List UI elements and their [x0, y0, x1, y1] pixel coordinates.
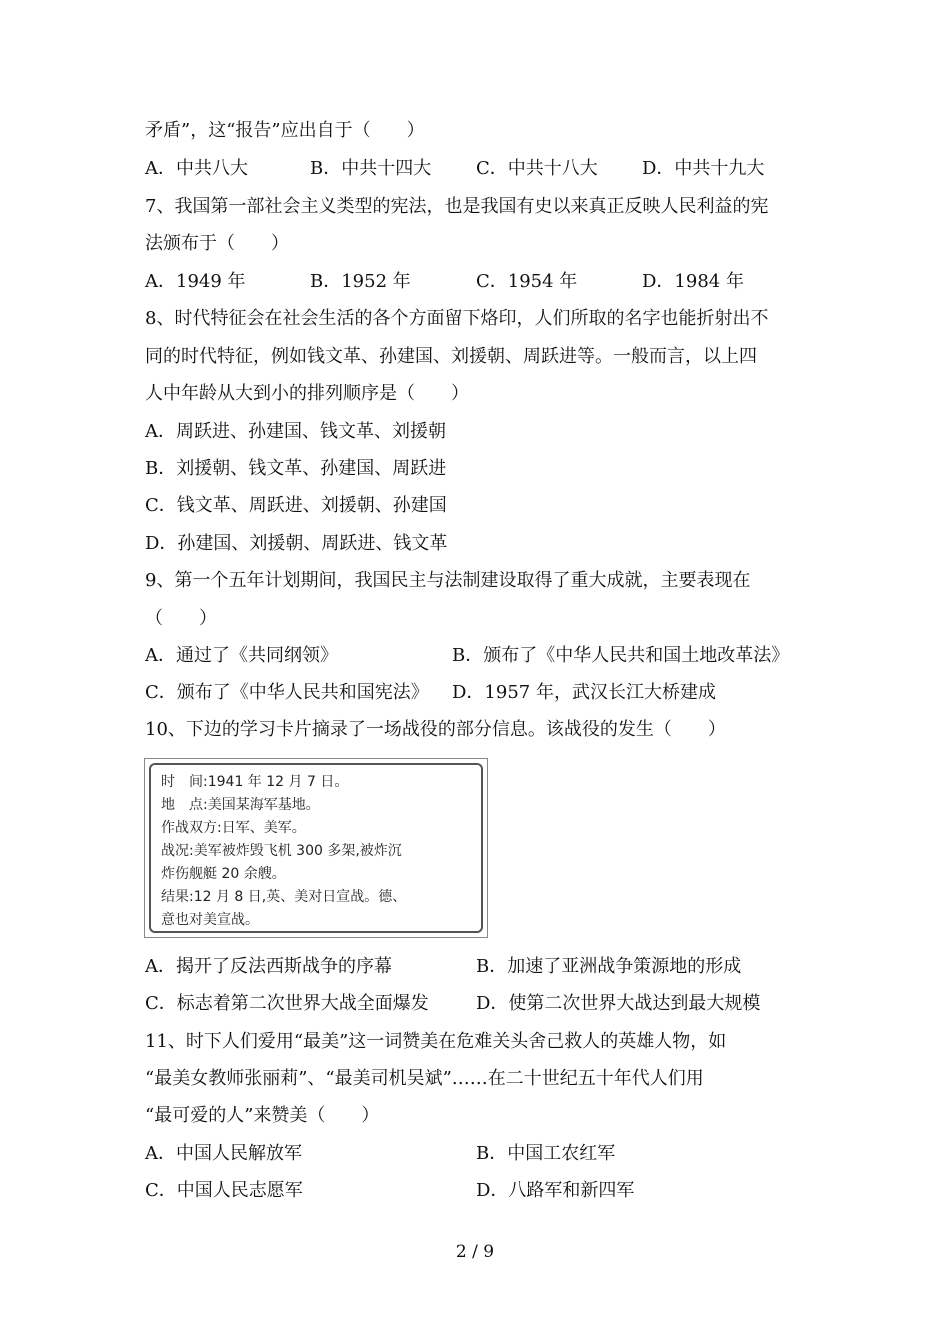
- card-time: 时 间:1941 年 12 月 7 日。: [161, 774, 349, 790]
- q10-option-a: A．揭开了反法西斯战争的序幕: [145, 956, 392, 977]
- q9-option-a: A．通过了《共同纲领》: [145, 645, 338, 666]
- q8-option-d: D．孙建国、刘援朝、周跃进、钱文革: [145, 533, 448, 554]
- q10-option-b: B．加速了亚洲战争策源地的形成: [476, 956, 742, 977]
- q8-stem-line2: 同的时代特征，例如钱文革、孙建国、刘援朝、周跃进等。一般而言，以上四: [145, 346, 757, 367]
- q11-option-d: D．八路军和新四军: [476, 1180, 635, 1201]
- study-card-figure: [144, 758, 488, 938]
- q9-option-b: B．颁布了《中华人民共和国土地改革法》: [452, 645, 790, 666]
- card-battle-result: 战况:美军被炸毁飞机 300 多架,被炸沉: [161, 843, 402, 859]
- q11-stem-line2: “最美女教师张丽莉”、“最美司机吴斌”……在二十世纪五十年代人们用: [145, 1068, 704, 1089]
- q8-stem-line1: 8、时代特征会在社会生活的各个方面留下烙印，人们所取的名字也能折射出不: [145, 308, 769, 329]
- q6-stem-cont: 矛盾”，这“报告”应出自于（ ）: [145, 120, 425, 141]
- q11-option-b: B．中国工农红军: [476, 1143, 616, 1164]
- q6-option-c: C．中共十八大: [476, 158, 598, 179]
- study-card-frame: [149, 763, 483, 933]
- q9-stem-line2: （ ）: [145, 608, 217, 629]
- q9-stem-line1: 9、第一个五年计划期间，我国民主与法制建设取得了重大成就，主要表现在: [145, 570, 751, 591]
- card-belligerents: 作战双方:日军、美军。: [161, 820, 306, 836]
- q10-stem-line1: 10、下边的学习卡片摘录了一场战役的部分信息。该战役的发生（ ）: [145, 719, 726, 740]
- q6-option-a: A．中共八大: [145, 158, 248, 179]
- q9-option-d: D．1957 年，武汉长江大桥建成: [452, 682, 716, 703]
- q7-stem-line1: 7、我国第一部社会主义类型的宪法，也是我国有史以来真正反映人民利益的宪: [145, 196, 769, 217]
- card-outcome: 结果:12 月 8 日,英、美对日宣战。德、: [161, 889, 407, 905]
- q7-option-c: C．1954 年: [476, 271, 578, 292]
- q11-stem-line3: “最可爱的人”来赞美（ ）: [145, 1105, 380, 1126]
- card-place: 地 点:美国某海军基地。: [161, 797, 320, 813]
- q8-option-c: C．钱文革、周跃进、刘援朝、孙建国: [145, 495, 447, 516]
- q7-option-a: A．1949 年: [145, 271, 246, 292]
- q7-option-d: D．1984 年: [642, 271, 744, 292]
- card-battle-result-cont: 炸伤舰艇 20 余艘。: [161, 866, 286, 882]
- q11-option-c: C．中国人民志愿军: [145, 1180, 303, 1201]
- card-outcome-cont: 意也对美宣战。: [161, 912, 259, 928]
- q8-option-a: A．周跃进、孙建国、钱文革、刘援朝: [145, 421, 446, 442]
- q9-option-c: C．颁布了《中华人民共和国宪法》: [145, 682, 429, 703]
- q6-option-b: B．中共十四大: [310, 158, 432, 179]
- q7-option-b: B．1952 年: [310, 271, 411, 292]
- q8-option-b: B．刘援朝、钱文革、孙建国、周跃进: [145, 458, 447, 479]
- q11-stem-line1: 11、时下人们爱用“最美”这一词赞美在危难关头舍己救人的英雄人物，如: [145, 1031, 727, 1052]
- q7-stem-line2: 法颁布于（ ）: [145, 233, 289, 254]
- q11-option-a: A．中国人民解放军: [145, 1143, 302, 1164]
- page-number: 2 / 9: [455, 1242, 495, 1262]
- q10-option-d: D．使第二次世界大战达到最大规模: [476, 993, 761, 1014]
- q8-stem-line3: 人中年龄从大到小的排列顺序是（ ）: [145, 383, 469, 404]
- q6-option-d: D．中共十九大: [642, 158, 765, 179]
- q10-option-c: C．标志着第二次世界大战全面爆发: [145, 993, 429, 1014]
